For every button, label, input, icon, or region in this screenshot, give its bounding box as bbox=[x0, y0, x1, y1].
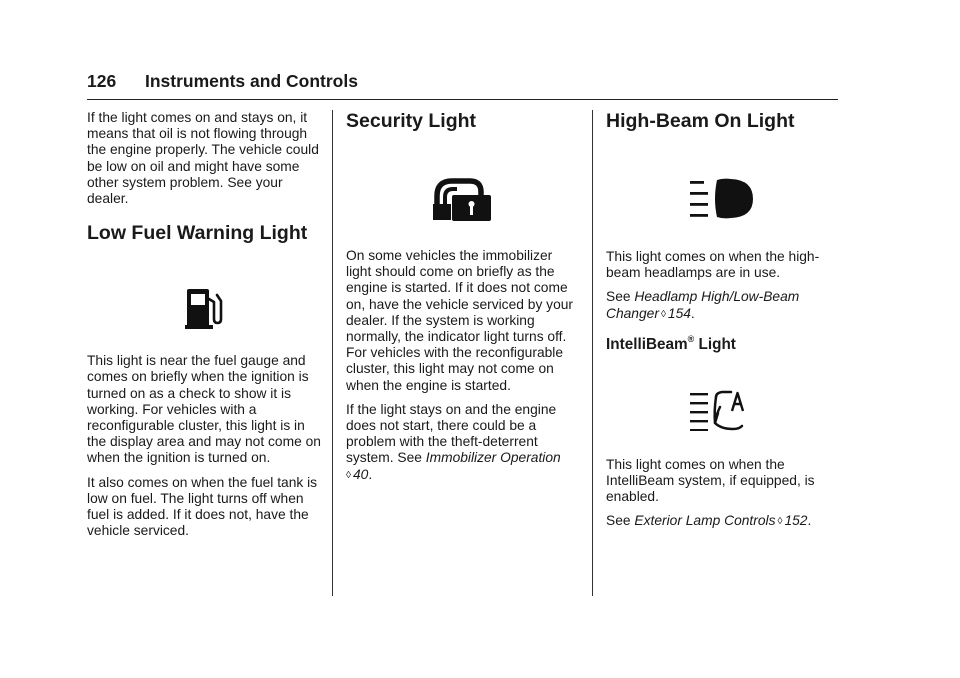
low-fuel-paragraph-2: It also comes on when the fuel tank is low on fuel. The light turns off when fuel is added. If it does not, have the vehicle serviced. bbox=[87, 474, 318, 539]
column-right bbox=[606, 110, 838, 539]
security-paragraph-1: On some vehicles the immobilizer light should come on briefly as the engine is started. If it does not come on, have the vehicle serviced by your dealer. If the system is working normally, the indicator light turns off. For vehicles with the reconfigurable cluster, this light may not come on when the engine is started. bbox=[346, 248, 574, 393]
high-beam-heading: High-Beam On Light bbox=[606, 110, 795, 132]
page-reference[interactable]: 154 bbox=[667, 305, 691, 321]
security-heading: Security Light bbox=[346, 110, 477, 132]
page-reference-icon: ◊ bbox=[660, 308, 666, 320]
column-left bbox=[87, 110, 323, 547]
intellibeam-paragraph: This light comes on when the IntelliBeam system, if equipped, is enabled. bbox=[606, 456, 815, 505]
intellibeam-heading: IntelliBeam® Light bbox=[606, 333, 736, 353]
high-beam-see-paragraph: See Headlamp High/Low-Beam Changer ◊ 154. bbox=[606, 289, 838, 322]
high-beam-icon bbox=[606, 177, 838, 221]
page-reference[interactable]: 40 bbox=[352, 466, 369, 482]
page-reference[interactable]: 152 bbox=[784, 513, 808, 529]
section-title: Instruments and Controls bbox=[145, 71, 358, 91]
headlamp-changer-link[interactable]: Headlamp High/Low-Beam Changer bbox=[606, 289, 800, 321]
security-lock-icon bbox=[346, 176, 580, 222]
low-fuel-heading: Low Fuel Warning Light bbox=[87, 222, 308, 245]
immobilizer-operation-link[interactable]: Immobilizer Operation bbox=[425, 450, 561, 466]
page-number: 126 bbox=[87, 71, 117, 91]
security-paragraph-2: If the light stays on and the engine does not start, there could be a problem with the theft-deterrent system. See Immobilizer Operation ◊ 40. bbox=[346, 402, 580, 484]
column-divider bbox=[332, 110, 333, 596]
intellibeam-see-paragraph: See Exterior Lamp Controls ◊ 152. bbox=[606, 513, 838, 530]
intellibeam-icon bbox=[606, 389, 838, 431]
fuel-pump-icon bbox=[87, 285, 323, 331]
exterior-lamp-controls-link[interactable]: Exterior Lamp Controls bbox=[634, 513, 776, 529]
oil-paragraph: If the light comes on and stays on, it means that oil is not flowing through the engine properly. The vehicle could be low on oil and might have some other system problem. See your dealer. bbox=[87, 110, 319, 207]
page-header bbox=[87, 71, 838, 100]
page-reference-icon: ◊ bbox=[346, 469, 351, 481]
high-beam-paragraph: This light comes on when the high-beam headlamps are in use. bbox=[606, 249, 820, 281]
column-divider bbox=[592, 110, 593, 596]
column-middle bbox=[346, 110, 580, 492]
page-reference-icon: ◊ bbox=[777, 516, 783, 528]
low-fuel-paragraph-1: This light is near the fuel gauge and comes on briefly when the ignition is turned on as a check to show it is working. For vehicles with a reconfigurable cluster, this light is in the display area and may not come on when the ignition is turned on. bbox=[87, 353, 321, 466]
